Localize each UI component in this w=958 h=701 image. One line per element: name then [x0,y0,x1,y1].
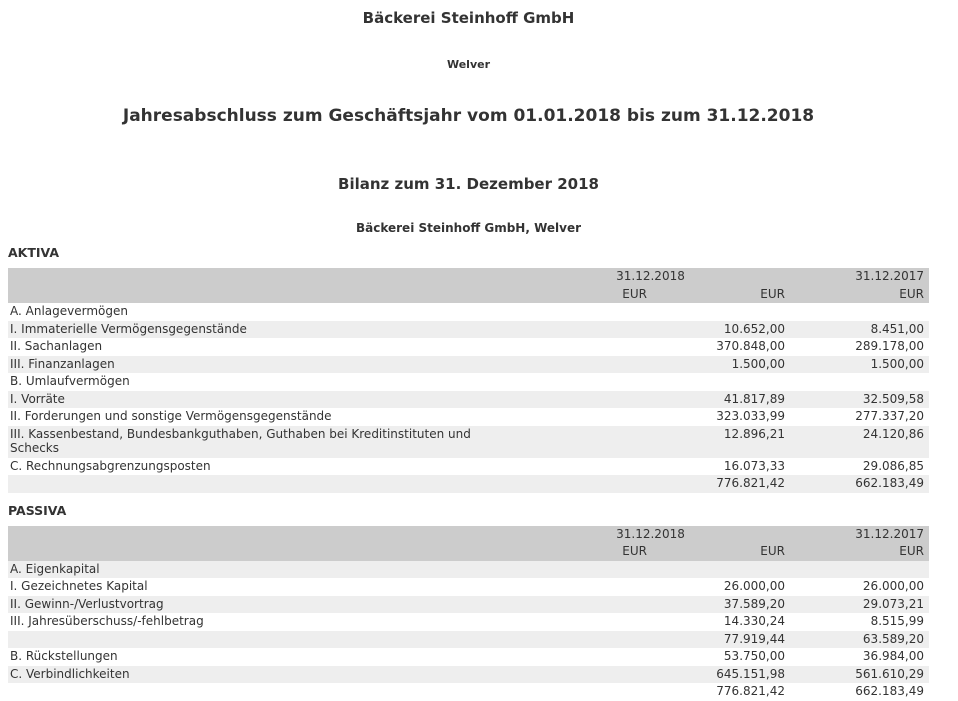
table-row [8,596,929,614]
row-sub-cell [514,338,652,356]
row-sub-cell [514,426,652,458]
row-value-2018: 323.033,99 [652,408,790,426]
row-value-2017: 63.589,20 [790,631,929,649]
row-sub-cell [514,373,652,391]
row-value-2018: 16.073,33 [652,458,790,476]
row-value-2017: 32.509,58 [790,391,929,409]
row-value-2018 [652,373,790,391]
row-label [8,475,514,493]
row-label: C. Verbindlichkeiten [8,666,514,684]
row-label: III. Jahresüberschuss/-fehlbetrag [8,613,514,631]
row-label [8,683,514,701]
row-label: III. Finanzanlagen [8,356,514,374]
row-label: III. Kassenbestand, Bundesbankguthaben, Guthaben bei Kreditinstituten und Schecks [8,426,514,458]
row-value-2018: 14.330,24 [652,613,790,631]
row-value-2018: 26.000,00 [652,578,790,596]
table-row [8,408,929,426]
row-value-2017 [790,373,929,391]
row-value-2018: 10.652,00 [652,321,790,339]
row-sub-cell [514,683,652,701]
row-value-2017: 289.178,00 [790,338,929,356]
passiva-table-header [8,526,929,561]
table-row [8,373,929,391]
header-date-2017: 31.12.2017 [790,268,929,286]
row-label: A. Eigenkapital [8,561,514,579]
header-empty-cell [8,543,514,561]
row-value-2017: 36.984,00 [790,648,929,666]
row-value-2017: 29.073,21 [790,596,929,614]
row-sub-cell [514,391,652,409]
row-value-2017: 24.120,86 [790,426,929,458]
balance-title: Bilanz zum 31. Dezember 2018 [338,175,599,193]
header-currency-row [8,543,929,561]
table-row [8,426,929,458]
passiva-heading: PASSIVA [8,502,67,518]
row-value-2017: 662.183,49 [790,475,929,493]
row-value-2017: 561.610,29 [790,666,929,684]
row-value-2017: 277.337,20 [790,408,929,426]
header-currency-row [8,286,929,304]
header-date-row [8,268,929,286]
table-row [8,561,929,579]
table-row [8,613,929,631]
row-value-2017: 8.451,00 [790,321,929,339]
header-currency-sub: EUR [514,543,652,561]
header-empty-cell [8,526,514,544]
row-sub-cell [514,613,652,631]
row-value-2018: 370.848,00 [652,338,790,356]
city-title: Welver [446,58,491,71]
row-label: I. Gezeichnetes Kapital [8,578,514,596]
row-sub-cell [514,596,652,614]
row-value-2017: 29.086,85 [790,458,929,476]
row-value-2018: 776.821,42 [652,475,790,493]
row-value-2017: 1.500,00 [790,356,929,374]
header-date-2018: 31.12.2018 [514,526,790,544]
row-value-2018: 645.151,98 [652,666,790,684]
row-label: II. Sachanlagen [8,338,514,356]
row-sub-cell [514,321,652,339]
header-date-2017: 31.12.2017 [790,526,929,544]
row-value-2017 [790,303,929,321]
table-row [8,648,929,666]
document-page [0,9,929,701]
row-sub-cell [514,631,652,649]
row-sub-cell [514,303,652,321]
header-currency-2017: EUR [790,286,929,304]
row-label: II. Gewinn-/Verlustvortrag [8,596,514,614]
header-empty-cell [8,268,514,286]
row-value-2018: 37.589,20 [652,596,790,614]
table-row [8,666,929,684]
header-currency-sub: EUR [514,286,652,304]
report-title: Jahresabschluss zum Geschäftsjahr vom 01.01.2018 bis zum 31.12.2018 [122,106,815,126]
row-value-2018: 776.821,42 [652,683,790,701]
row-label: I. Immaterielle Vermögensgegenstände [8,321,514,339]
row-value-2018 [652,303,790,321]
row-label [8,631,514,649]
aktiva-table [8,268,929,493]
row-sub-cell [514,458,652,476]
row-sub-cell [514,475,652,493]
table-row [8,391,929,409]
row-sub-cell [514,356,652,374]
row-label: B. Rückstellungen [8,648,514,666]
table-row [8,578,929,596]
row-value-2017 [790,561,929,579]
table-row [8,356,929,374]
balance-subtitle: Bäckerei Steinhoff GmbH, Welver [355,221,582,235]
row-label: B. Umlaufvermögen [8,373,514,391]
company-title: Bäckerei Steinhoff GmbH [362,9,575,27]
row-value-2017: 662.183,49 [790,683,929,701]
table-row [8,458,929,476]
passiva-table [8,526,929,701]
row-value-2018: 12.896,21 [652,426,790,458]
aktiva-heading: AKTIVA [8,245,60,260]
row-value-2018 [652,561,790,579]
table-row [8,321,929,339]
row-value-2018: 1.500,00 [652,356,790,374]
row-sub-cell [514,666,652,684]
row-label: C. Rechnungsabgrenzungsposten [8,458,514,476]
header-empty-cell [8,286,514,304]
header-currency-2018: EUR [652,543,790,561]
row-value-2017: 8.515,99 [790,613,929,631]
header-currency-2017: EUR [790,543,929,561]
row-value-2018: 77.919,44 [652,631,790,649]
row-sub-cell [514,648,652,666]
row-sub-cell [514,561,652,579]
title-block [8,9,929,235]
header-date-row [8,526,929,544]
row-value-2018: 53.750,00 [652,648,790,666]
row-label: A. Anlagevermögen [8,303,514,321]
row-value-2017: 26.000,00 [790,578,929,596]
row-label: I. Vorräte [8,391,514,409]
row-label: II. Forderungen und sonstige Vermögensgegenstände [8,408,514,426]
table-row [8,338,929,356]
table-row [8,303,929,321]
row-sub-cell [514,408,652,426]
header-date-2018: 31.12.2018 [514,268,790,286]
header-currency-2018: EUR [652,286,790,304]
aktiva-table-header [8,268,929,303]
table-row-total [8,475,929,493]
table-row-subtotal [8,631,929,649]
row-sub-cell [514,578,652,596]
row-value-2018: 41.817,89 [652,391,790,409]
table-row-total [8,683,929,701]
